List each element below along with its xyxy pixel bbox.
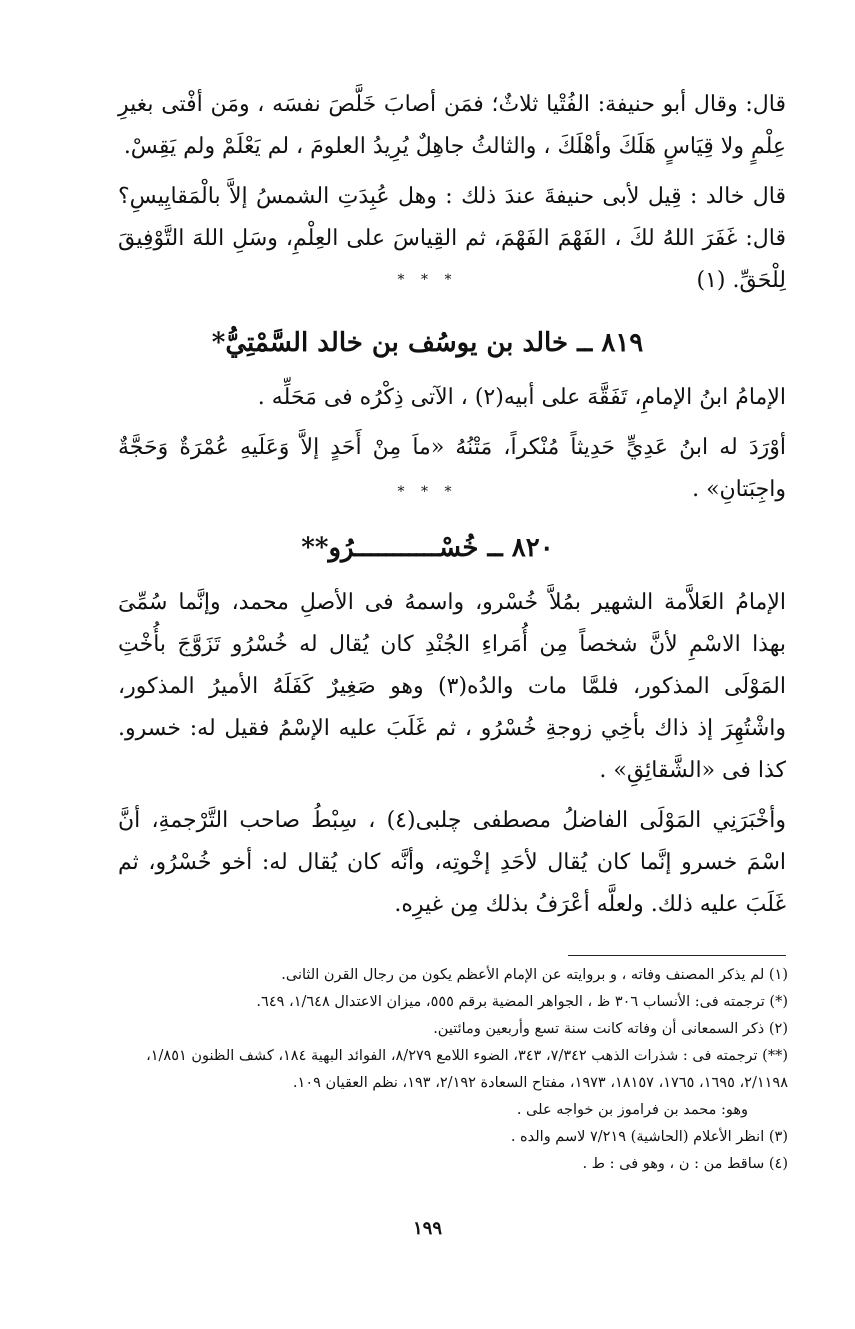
footnote: (**) ترجمته فى : شذرات الذهب ٧/٣٤٢، ٣٤٣، الضوء اللامع ٨/٢٧٩، الفوائد البهية ١٨٤، كشف الظنون ١/٨٥١،: [146, 1048, 788, 1064]
entry-819-title: ٨١٩ ــ خالد بن يوسُف بن خالد السَّمْتِيُّ*: [211, 328, 644, 358]
footnote-divider: [568, 955, 786, 956]
entry-820-paragraph: الإمامُ العَلاَّمة الشهير بمُلاَّ خُسْرو، واسمهُ فى الأصلِ محمد، وإنَّما سُمِّىَ بهذا الاسْمِ لأنَّ شخصاً مِن أُمَراءِ الجُنْدِ كان يُقال له خُسْرُو تَزَوَّجَ بأُخْتِ المَوْلَى المذكور، فلمَّا مات والدُه(٣) وهو صَغِيرٌ كَفَلَهُ الأميرُ المذكور، واشْتُهِرَ إذ ذاك بأخِي زوجةِ خُسْرُو ، ثم غَلَبَ عليه الإسْمُ فقيل له: خسرو. كذا فى «الشَّقائِقِ» .: [118, 590, 786, 783]
section-separator: * * *: [397, 272, 458, 288]
footnote: (٢) ذكر السمعانى أن وفاته كانت سنة تسع وأربعين ومائتين.: [433, 1021, 788, 1037]
footnote: (٤) ساقط من : ن ، وهو فى : ط .: [582, 1156, 788, 1172]
section-separator: * * *: [397, 484, 458, 500]
entry-820-title: ٨٢٠ ــ خُسْـــــــــــرُو**: [301, 533, 554, 563]
footnotes: [112, 962, 788, 1178]
entry-820-paragraph: وأخْبَرَنِي المَوْلَى الفاضلُ مصطفى چلبى(٤) ، سِبْطُ صاحب التَّرْجمةِ، أنَّ اسْمَ خسرو إنَّما كان يُقال لأحَدِ إخْوتِه، وأنَّه كان يُقال له: أخو خُسْرُو، ثم غَلَبَ عليه ذلك. ولعلَّه أعْرَفُ بذلك مِن غيرِه.: [118, 808, 787, 917]
page-number: ١٩٩: [412, 1218, 442, 1239]
paragraph-fatwa: قال: وقال أبو حنيفة: الفُتْيا ثلاثٌ؛ فمَن أصابَ خَلَّصَ نفسَه ، ومَن أفْتى بغيرِ عِلْمٍ ولا قِيَاسٍ هَلَكَ وأهْلَكَ ، والثالثُ جاهِلٌ يُرِيدُ العلومَ ، لم يَعْلَمْ ولم يَقِسْ.: [118, 92, 786, 159]
footnote-continuation: ٢/١١٩٨، ١٦٩٥، ١٧٦٥، ١٨١٥٧، ١٩٧٣، مفتاح السعادة ٢/١٩٢، ١٩٣، نظم العقيان ١٠٩.: [292, 1075, 788, 1091]
footnote: (٣) انظر الأعلام (الحاشية) ٧/٢١٩ لاسم والده .: [510, 1129, 788, 1145]
entry-820-body: [118, 582, 786, 926]
top-text-block: [118, 84, 786, 302]
paragraph-khalid-qiyas: قال خالد : قِيل لأبى حنيفةَ عندَ ذلك : وهل عُبِدَتِ الشمسُ إلاَّ بالْمَقايِيسِ؟ قال: غَفَرَ اللهُ لكَ ، الفَهْمَ الفَهْمَ، ثم القِياسَ على العِلْمِ، وسَلِ اللهَ التَّوْفِيقَ لِلْحَقِّ. (١): [118, 184, 786, 293]
footnote-continuation: وهو: محمد بن فراموز بن خواجه على .: [516, 1102, 748, 1118]
entry-819-paragraph: أوْرَدَ له ابنُ عَدِيٍّ حَدِيثاً مُنْكراً، مَتْنُهُ «ماَ مِنْ أَحَدٍ إلاَّ وَعَلَيهِ عُمْرَةٌ وَحَجَّةٌ واجِبَتانِ» .: [118, 435, 786, 502]
footnote: (*) ترجمته فى: الأنساب ٣٠٦ ظ ، الجواهر المضية برقم ٥٥٥، ميزان الاعتدال ١/٦٤٨، ٦٤٩.: [256, 994, 788, 1010]
footnote: (١) لم يذكر المصنف وفاته ، و بروايته عن الإمام الأعظم يكون من رجال القرن الثانى.: [281, 967, 788, 983]
entry-819-paragraph: الإمامُ ابنُ الإمامِ، تَفَقَّهَ على أبيه(٢) ، الآتى ذِكْرُه فى مَحَلِّه .: [257, 385, 786, 410]
